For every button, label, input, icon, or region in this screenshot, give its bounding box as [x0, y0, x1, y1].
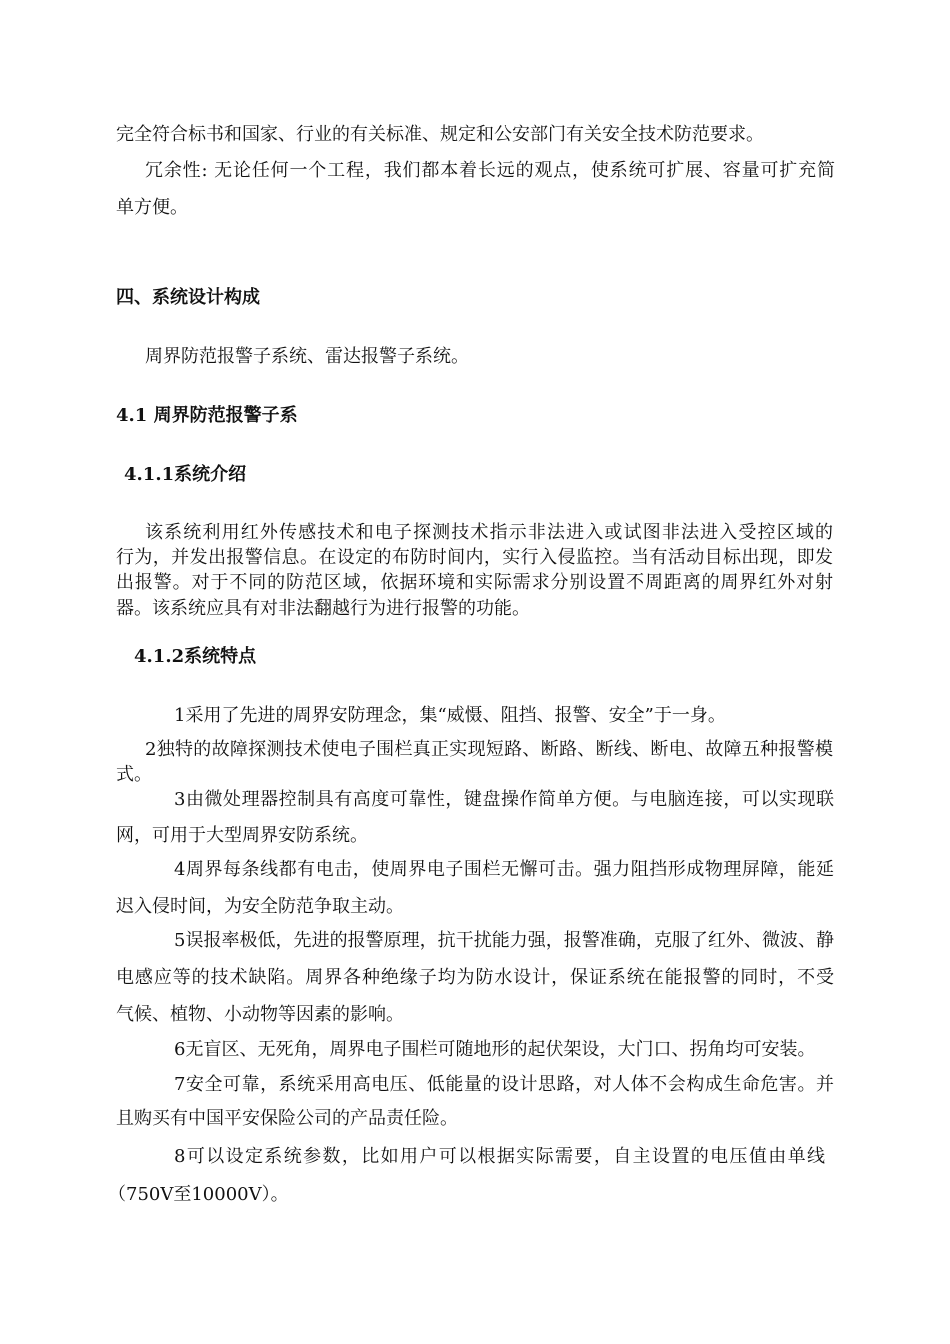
- intro-body-line: 该系统利用红外传感技术和电子探测技术指示非法进入或试图非法进入受控区域的: [145, 522, 833, 543]
- redundancy-paragraph-line: 冗余性: 无论任何一个工程，我们都本着长远的观点，使系统可扩展、容量可扩充简: [145, 160, 835, 181]
- feature-line: 电感应等的技术缺陷。周界各种绝缘子均为防水设计，保证系统在能报警的同时，不受: [116, 967, 834, 988]
- feature-line: （750V至10000V）。: [108, 1184, 289, 1205]
- feature-line: 迟入侵时间，为安全防范争取主动。: [116, 896, 404, 917]
- intro-paragraph-line: 完全符合标书和国家、行业的有关标准、规定和公安部门有关安全技术防范要求。: [116, 124, 764, 145]
- feature-line: 7安全可靠，系统采用高电压、低能量的设计思路，对人体不会构成生命危害。并: [174, 1074, 834, 1095]
- subsystems-line: 周界防范报警子系统、雷达报警子系统。: [145, 346, 469, 367]
- feature-line: 3由微处理器控制具有高度可靠性，键盘操作简单方便。与电脑连接，可以实现联: [174, 789, 834, 810]
- subsection-heading: 4.1 周界防范报警子系: [116, 405, 298, 426]
- intro-body-line: 器。该系统应具有对非法翻越行为进行报警的功能。: [116, 598, 530, 619]
- feature-line: 式。: [116, 764, 152, 785]
- section-heading: 四、系统设计构成: [116, 287, 260, 308]
- feature-line: 2独特的故障探测技术使电子围栏真正实现短路、断路、断线、断电、故障五种报警模: [145, 739, 833, 760]
- feature-line: 1采用了先进的周界安防理念，集“威慑、阻挡、报警、安全”于一身。: [174, 705, 726, 726]
- feature-line: 4周界每条线都有电击，使周界电子围栏无懈可击。强力阻挡形成物理屏障，能延: [174, 859, 834, 880]
- feature-line: 且购买有中国平安保险公司的产品责任险。: [116, 1108, 458, 1129]
- intro-body-line: 出报警。对于不同的防范区域，依据环境和实际需求分别设置不周距离的周界红外对射: [116, 572, 833, 593]
- redundancy-paragraph-line: 单方便。: [116, 197, 188, 218]
- feature-line: 5误报率极低，先进的报警原理，抗干扰能力强，报警准确，克服了红外、微波、静: [174, 930, 834, 951]
- subsubsection-heading: 4.1.1系统介绍: [124, 464, 247, 485]
- feature-line: 网，可用于大型周界安防系统。: [116, 825, 368, 846]
- subsubsection-heading: 4.1.2系统特点: [134, 646, 257, 667]
- feature-line: 8可以设定系统参数，比如用户可以根据实际需要，自主设置的电压值由单线: [174, 1146, 825, 1167]
- feature-line: 气候、植物、小动物等因素的影响。: [116, 1004, 404, 1025]
- intro-body-line: 行为，并发出报警信息。在设定的布防时间内，实行入侵监控。当有活动目标出现，即发: [116, 547, 833, 568]
- feature-line: 6无盲区、无死角，周界电子围栏可随地形的起伏架设，大门口、拐角均可安装。: [174, 1039, 816, 1060]
